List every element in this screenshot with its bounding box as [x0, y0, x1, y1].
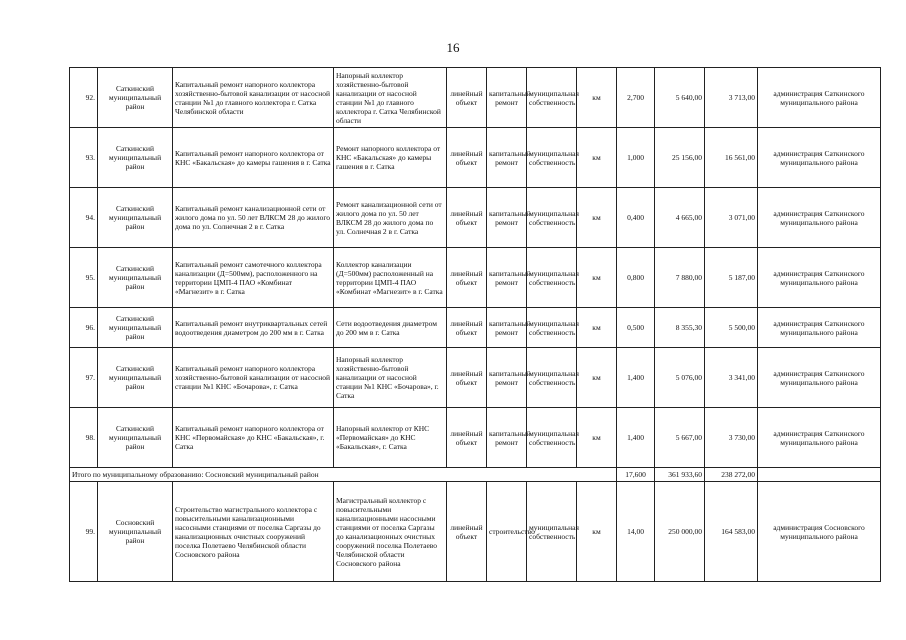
cell-subsidy: 16 561,00 — [705, 128, 758, 188]
cell-measure: Капитальный ремонт самотечного коллектора канализации (Д=500мм), расположенного на территории ЦМП-4 ПАО «Комбинат «Магнезит» в г. Сатка — [173, 248, 334, 308]
cell-subsidy: 164 583,00 — [705, 482, 758, 582]
cell-district: Саткинский муниципальный район — [98, 128, 173, 188]
cell-measure: Строительство магистрального коллектора с повысительными канализационными насосными станциями от поселка Саргазы до канализационных очистных сооружений поселка Полетаево Челябинской области Сосновского района — [173, 482, 334, 582]
cell-object: Коллектор канализации (Д=500мм) расположенный на территории ЦМП-4 ПАО «Комбинат «Магнезит» в г. Сатка — [334, 248, 447, 308]
cell-number: 94. — [70, 188, 98, 248]
total-cost: 361 933,60 — [655, 468, 705, 482]
cell-cost: 5 667,00 — [655, 408, 705, 468]
cell-number: 92. — [70, 68, 98, 128]
cell-number: 93. — [70, 128, 98, 188]
cell-measure: Капитальный ремонт напорного коллектора от КНС «Первомайская» до КНС «Бакальская», г. Сатка — [173, 408, 334, 468]
cell-ownership: муниципальная собственность — [527, 128, 577, 188]
cell-cost: 25 156,00 — [655, 128, 705, 188]
cell-quantity: 0,400 — [617, 188, 655, 248]
cell-ownership: муниципальная собственность — [527, 248, 577, 308]
cell-measure: Капитальный ремонт внутриквартальных сетей водоотведения диаметром до 200 мм в г. Сатка — [173, 308, 334, 348]
table-row — [70, 248, 881, 308]
cell-object: Сети водоотведения диаметром до 200 мм в г. Сатка — [334, 308, 447, 348]
cell-number: 99. — [70, 482, 98, 582]
cell-object: Напорный коллектор от КНС «Первомайская» до КНС «Бакальская», г. Сатка — [334, 408, 447, 468]
cell-work-type: строительство — [487, 482, 527, 582]
cell-district: Сосновский муниципальный район — [98, 482, 173, 582]
total-label: Итого по муниципальному образованию: Сосновский муниципальный район — [70, 468, 617, 482]
cell-ownership: муниципальная собственность — [527, 188, 577, 248]
cell-district: Саткинский муниципальный район — [98, 308, 173, 348]
cell-object-type: линейный объект — [447, 248, 487, 308]
cell-ownership: муниципальная собственность — [527, 482, 577, 582]
cell-unit: км — [577, 408, 617, 468]
cell-object-type: линейный объект — [447, 308, 487, 348]
cell-subsidy: 5 500,00 — [705, 308, 758, 348]
cell-unit: км — [577, 482, 617, 582]
total-quantity: 17,600 — [617, 468, 655, 482]
cell-work-type: капитальный ремонт — [487, 308, 527, 348]
cell-district: Саткинский муниципальный район — [98, 348, 173, 408]
cell-recipient: администрация Саткинского муниципального района — [758, 248, 881, 308]
table-row — [70, 188, 881, 248]
cell-quantity: 2,700 — [617, 68, 655, 128]
cell-subsidy: 3 730,00 — [705, 408, 758, 468]
cell-work-type: капитальный ремонт — [487, 68, 527, 128]
cell-subsidy: 3 071,00 — [705, 188, 758, 248]
table-row — [70, 308, 881, 348]
cell-object-type: линейный объект — [447, 188, 487, 248]
cell-object-type: линейный объект — [447, 348, 487, 408]
cell-recipient: администрация Саткинского муниципального района — [758, 348, 881, 408]
cell-ownership: муниципальная собственность — [527, 408, 577, 468]
total-row — [70, 468, 881, 482]
cell-ownership: муниципальная собственность — [527, 308, 577, 348]
cell-subsidy: 3 341,00 — [705, 348, 758, 408]
cell-district: Саткинский муниципальный район — [98, 68, 173, 128]
cell-object: Напорный коллектор хозяйственно-бытовой канализации от насосной станции №1 до главного коллектора г. Сатка Челябинской области — [334, 68, 447, 128]
cell-cost: 250 000,00 — [655, 482, 705, 582]
cell-subsidy: 5 187,00 — [705, 248, 758, 308]
cell-subsidy: 3 713,00 — [705, 68, 758, 128]
table-row — [70, 348, 881, 408]
cell-quantity: 0,500 — [617, 308, 655, 348]
cell-object: Ремонт напорного коллектора от КНС «Бакальская» до камеры гашения в г. Сатка — [334, 128, 447, 188]
cell-quantity: 1,400 — [617, 408, 655, 468]
data-table — [69, 67, 881, 582]
cell-measure: Капитальный ремонт канализационной сети от жилого дома по ул. 50 лет ВЛКСМ 28 до жилого дома по ул. Солнечная 2 в г. Сатка — [173, 188, 334, 248]
table-row — [70, 408, 881, 468]
cell-object: Магистральный коллектор с повысительными канализационными насосными станциями от поселка Саргазы до канализационных очистных сооружений поселка Полетаево Челябинской области Сосновского района — [334, 482, 447, 582]
cell-object-type: линейный объект — [447, 128, 487, 188]
cell-cost: 5 076,00 — [655, 348, 705, 408]
cell-unit: км — [577, 248, 617, 308]
cell-number: 96. — [70, 308, 98, 348]
page-number: 16 — [446, 40, 460, 55]
cell-object-type: линейный объект — [447, 68, 487, 128]
cell-cost: 4 665,00 — [655, 188, 705, 248]
cell-quantity: 0,800 — [617, 248, 655, 308]
cell-work-type: капитальный ремонт — [487, 128, 527, 188]
cell-recipient: администрация Саткинского муниципального района — [758, 68, 881, 128]
total-empty — [758, 468, 881, 482]
cell-object: Напорный коллектор хозяйственно-бытовой канализации от насосной станции №1 КНС «Бочарова», г. Сатка — [334, 348, 447, 408]
cell-quantity: 1,400 — [617, 348, 655, 408]
cell-recipient: администрация Сосновского муниципального района — [758, 482, 881, 582]
cell-unit: км — [577, 188, 617, 248]
cell-district: Саткинский муниципальный район — [98, 408, 173, 468]
cell-number: 95. — [70, 248, 98, 308]
table-body — [70, 68, 881, 582]
cell-number: 97. — [70, 348, 98, 408]
cell-ownership: муниципальная собственность — [527, 68, 577, 128]
cell-district: Саткинский муниципальный район — [98, 188, 173, 248]
cell-recipient: администрация Саткинского муниципального района — [758, 188, 881, 248]
cell-district: Саткинский муниципальный район — [98, 248, 173, 308]
total-subsidy: 238 272,00 — [705, 468, 758, 482]
cell-number: 98. — [70, 408, 98, 468]
cell-object-type: линейный объект — [447, 408, 487, 468]
cell-recipient: администрация Саткинского муниципального района — [758, 308, 881, 348]
cell-cost: 5 640,00 — [655, 68, 705, 128]
cell-object-type: линейный объект — [447, 482, 487, 582]
cell-measure: Капитальный ремонт напорного коллектора хозяйственно-бытовой канализации от насосной станции №1 до главного коллектора г. Сатка Челябинской области — [173, 68, 334, 128]
cell-unit: км — [577, 348, 617, 408]
cell-unit: км — [577, 68, 617, 128]
cell-cost: 8 355,30 — [655, 308, 705, 348]
cell-work-type: капитальный ремонт — [487, 248, 527, 308]
cell-work-type: капитальный ремонт — [487, 408, 527, 468]
cell-object: Ремонт канализационной сети от жилого дома по ул. 50 лет ВЛКСМ 28 до жилого дома по ул. Солнечная 2 в г. Сатка — [334, 188, 447, 248]
table-row — [70, 68, 881, 128]
table-row — [70, 128, 881, 188]
cell-quantity: 1,000 — [617, 128, 655, 188]
table-row — [70, 482, 881, 582]
cell-recipient: администрация Саткинского муниципального района — [758, 128, 881, 188]
cell-quantity: 14,00 — [617, 482, 655, 582]
cell-recipient: администрация Саткинского муниципального района — [758, 408, 881, 468]
cell-ownership: муниципальная собственность — [527, 348, 577, 408]
cell-unit: км — [577, 128, 617, 188]
cell-unit: км — [577, 308, 617, 348]
cell-measure: Капитальный ремонт напорного коллектора от КНС «Бакальская» до камеры гашения в г. Сатка — [173, 128, 334, 188]
cell-work-type: капитальный ремонт — [487, 348, 527, 408]
cell-cost: 7 880,00 — [655, 248, 705, 308]
cell-measure: Капитальный ремонт напорного коллектора хозяйственно-бытовой канализации от насосной станции №1 КНС «Бочарова», г. Сатка — [173, 348, 334, 408]
cell-work-type: капитальный ремонт — [487, 188, 527, 248]
